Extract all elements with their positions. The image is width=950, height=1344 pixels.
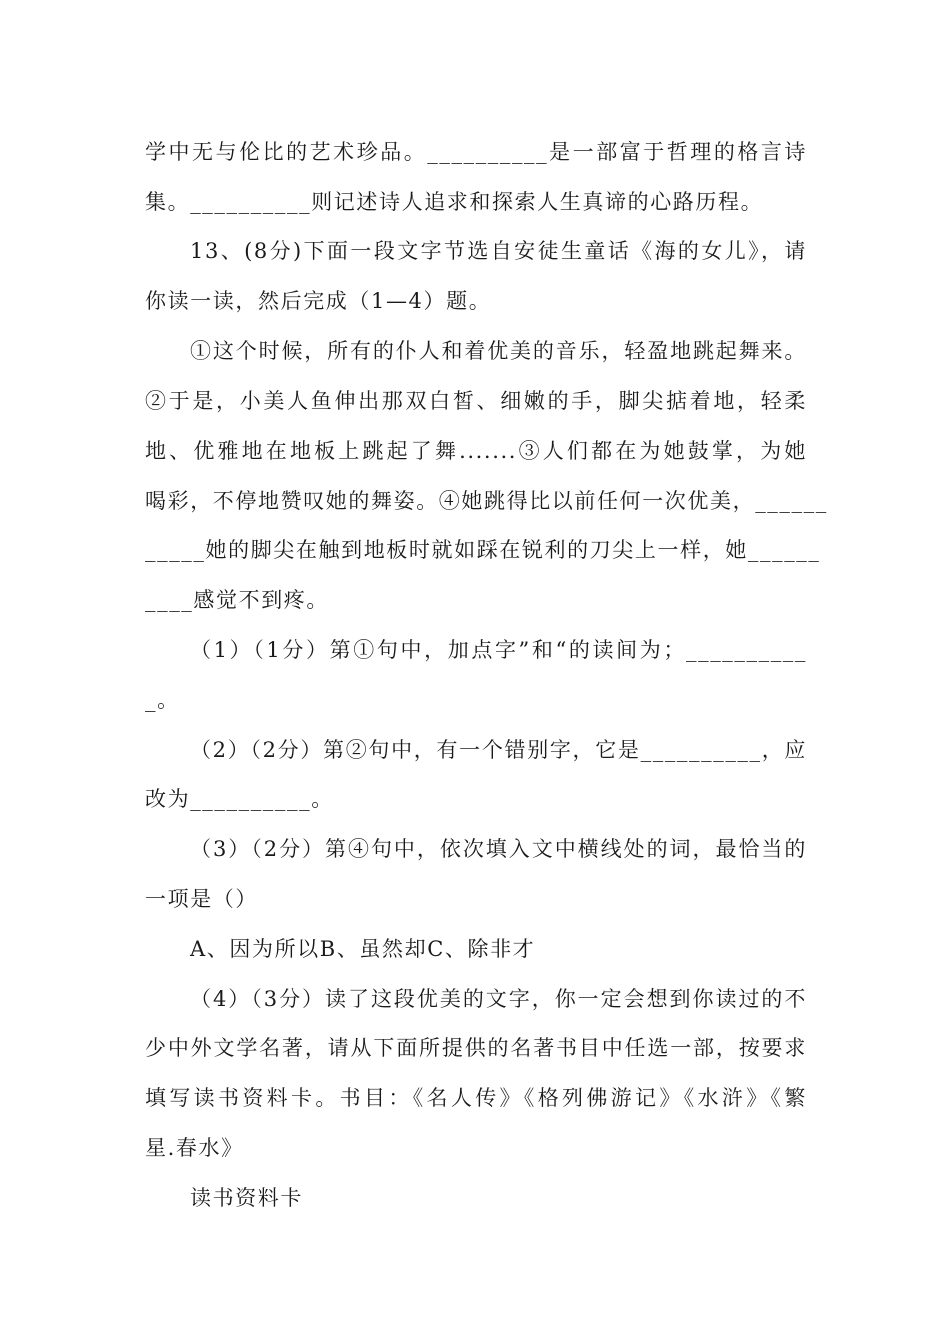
sub-question-4-line-2: 少中外文学名著，请从下面所提供的名著书目中任选一部，按要求 (145, 1036, 807, 1060)
sub-question-3: （3）（2分）第④句中，依次填入文中横线处的词，最恰当的 (190, 837, 807, 861)
text-line-4: 你读一读，然后完成（1—4）题。 (145, 289, 492, 313)
passage-line-2: ②于是，小美人鱼伸出那双白皙、细嫩的手，脚尖掂着地，轻柔 (145, 389, 807, 413)
passage-line-3: 地、优雅地在地板上跳起了舞.......③人们都在为她鼓掌，为她 (145, 439, 807, 463)
sub-question-1-cont: _。 (145, 688, 180, 712)
sub-question-3-cont: 一项是（） (145, 887, 258, 911)
sub-question-4-line-3: 填写读书资料卡。书目：《名人传》《格列佛游记》《水浒》《繁 (145, 1086, 807, 1110)
passage-line-4: 喝彩，不停地赞叹她的舞姿。④她跳得比以前任何一次优美，______ (145, 489, 828, 513)
question-13-heading: 13、(8分)下面一段文字节选自安徒生童话《海的女儿》，请 (190, 239, 807, 263)
sub-question-2-cont: 改为__________。 (145, 787, 334, 811)
sub-question-1: （1）（1分）第①句中，加点字”和“的读间为；__________ (190, 638, 807, 662)
passage-line-6: ____感觉不到疼。 (145, 588, 329, 612)
reading-card-title: 读书资料卡 (190, 1186, 303, 1210)
sub-question-3-options: A、因为所以B、虽然却C、除非才 (190, 937, 536, 961)
sub-question-2: （2）（2分）第②句中，有一个错别字，它是__________，应 (190, 738, 807, 762)
text-line-1: 学中无与伦比的艺术珍品。__________是一部富于哲理的格言诗 (145, 140, 807, 164)
sub-question-4: （4）（3分）读了这段优美的文字，你一定会想到你读过的不 (190, 987, 807, 1011)
sub-question-4-line-4: 星.春水》 (145, 1136, 244, 1160)
text-line-2: 集。__________则记述诗人追求和探索人生真谛的心路历程。 (145, 190, 764, 214)
passage-line-5: _____她的脚尖在触到地板时就如踩在锐利的刀尖上一样，她______ (145, 538, 821, 562)
passage-sentence-1: ①这个时候，所有的仆人和着优美的音乐，轻盈地跳起舞来。 (190, 339, 807, 363)
